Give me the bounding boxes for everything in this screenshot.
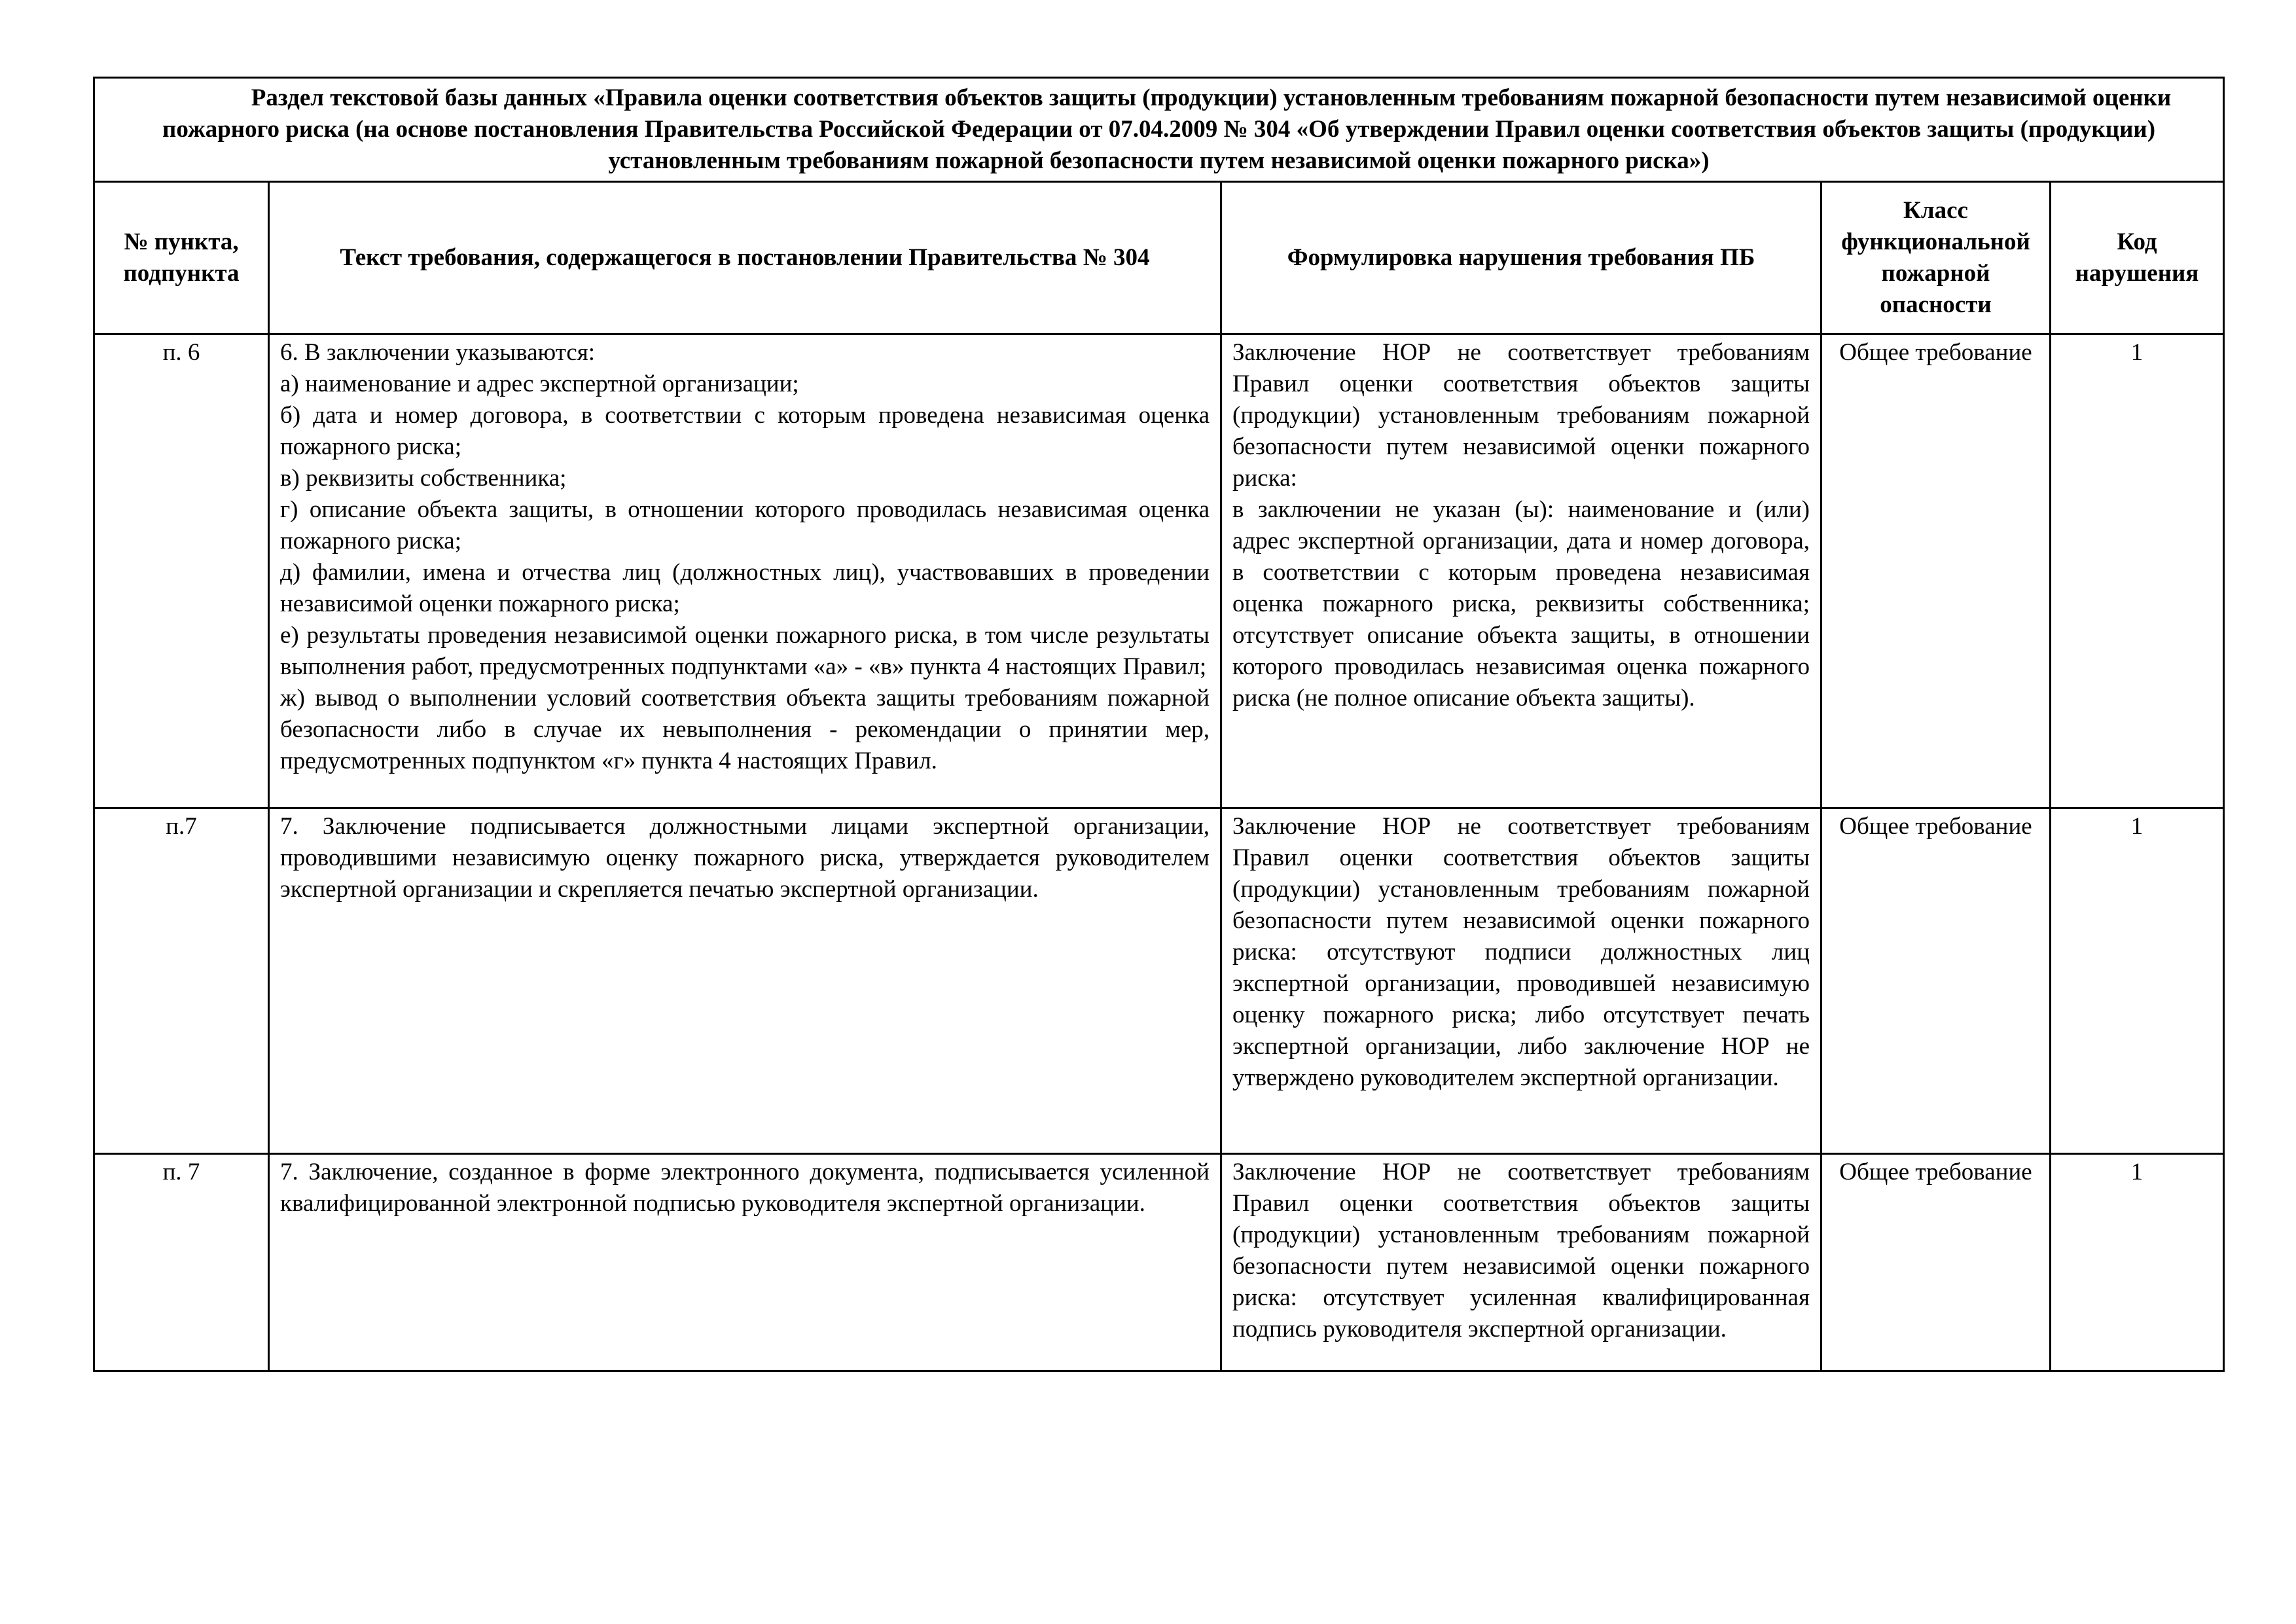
requirement-line: 6. В заключении указываются:: [280, 339, 596, 366]
row-num: п. 7: [94, 1154, 269, 1371]
header-code: Код нарушения: [2051, 182, 2224, 334]
requirement-line: а) наименование и адрес экспертной организации;: [280, 370, 799, 397]
requirement-line: б) дата и номер договора, в соответствии с которым проведена независимая оценка пожарного риска;: [280, 402, 1210, 460]
row-num: п. 6: [94, 334, 269, 808]
header-requirement: Текст требования, содержащегося в постановлении Правительства № 304: [269, 182, 1221, 334]
violation-line: в заключении не указан (ы): наименование и (или) адрес экспертной организации, дата и номер договора, в соответствии с которым проведена независимая оценка пожарного риска, реквизиты собственника; отсутствует описание объекта защиты, в отношении которого проводилась независимая оценка пожарного риска (не полное описание объекта защиты).: [1232, 496, 1810, 712]
violation-line: Заключение НОР не соответствует требованиям Правил оценки соответствия объектов защиты (продукции) установленным требованиям пожарной безопасности путем независимой оценки пожарного риска: отсутствуют подписи должностных лиц экспертной организации, проводившей независимую оценку пожарного риска; либо отсутствует печать экспертной организации, либо заключение НОР не утверждено руководителем экспертной организации.: [1232, 813, 1810, 1091]
row-class: Общее требование: [1821, 1154, 2051, 1371]
table-row: [94, 334, 2224, 808]
row-code: 1: [2051, 808, 2224, 1154]
section-title-cell: [94, 78, 2224, 182]
row-class: Общее требование: [1821, 334, 2051, 808]
title-row: [94, 78, 2224, 182]
row-violation: [1221, 334, 1821, 808]
section-title: Раздел текстовой базы данных «Правила оценки соответствия объектов защиты (продукции) установленным требованиям пожарной безопасности путем независимой оценки пожарного риска (на основе постановления Правительства Российской Федерации от 07.04.2009 № 304 «Об утверждении Правил оценки соответствия объектов защиты (продукции) установленным требованиям пожарной безопасности путем независимой оценки пожарного риска»): [162, 84, 2172, 174]
header-num: № пункта, подпункта: [94, 182, 269, 334]
table-row: [94, 1154, 2224, 1371]
row-num: п.7: [94, 808, 269, 1154]
row-code: 1: [2051, 334, 2224, 808]
violation-line: Заключение НОР не соответствует требованиям Правил оценки соответствия объектов защиты (продукции) установленным требованиям пожарной безопасности путем независимой оценки пожарного риска: отсутствует усиленная квалифицированная подпись руководителя экспертной организации.: [1232, 1159, 1810, 1343]
requirement-line: 7. Заключение, созданное в форме электронного документа, подписывается усиленной квалифицированной электронной подписью руководителя экспертной организации.: [280, 1159, 1210, 1217]
row-violation: [1221, 808, 1821, 1154]
requirement-line: г) описание объекта защиты, в отношении которого проводилась независимая оценка пожарного риска;: [280, 496, 1210, 554]
header-violation: Формулировка нарушения требования ПБ: [1221, 182, 1821, 334]
requirement-line: ж) вывод о выполнении условий соответствия объекта защиты требованиям пожарной безопасности либо в случае их невыполнения - рекомендации о принятии мер, предусмотренных подпунктом «г» пункта 4 настоящих Правил.: [280, 685, 1210, 774]
row-requirement: [269, 1154, 1221, 1371]
violation-line: Заключение НОР не соответствует требованиям Правил оценки соответствия объектов защиты (продукции) установленным требованиям пожарной безопасности путем независимой оценки пожарного риска:: [1232, 339, 1810, 492]
row-code: 1: [2051, 1154, 2224, 1371]
row-requirement: [269, 808, 1221, 1154]
header-row: [94, 182, 2224, 334]
requirement-line: 7. Заключение подписывается должностными лицами экспертной организации, проводившими независимую оценку пожарного риска, утверждается руководителем экспертной организации и скрепляется печатью экспертной организации.: [280, 813, 1210, 903]
requirements-table: [93, 77, 2225, 1372]
requirement-line: д) фамилии, имена и отчества лиц (должностных лиц), участвовавших в проведении независимой оценки пожарного риска;: [280, 559, 1210, 617]
row-violation: [1221, 1154, 1821, 1371]
table-row: [94, 808, 2224, 1154]
row-requirement: [269, 334, 1221, 808]
header-class: Класс функциональной пожарной опасности: [1821, 182, 2051, 334]
requirement-line: е) результаты проведения независимой оценки пожарного риска, в том числе результаты выполнения работ, предусмотренных подпунктами «а» - «в» пункта 4 настоящих Правил;: [280, 622, 1210, 680]
requirement-line: в) реквизиты собственника;: [280, 465, 567, 492]
row-class: Общее требование: [1821, 808, 2051, 1154]
